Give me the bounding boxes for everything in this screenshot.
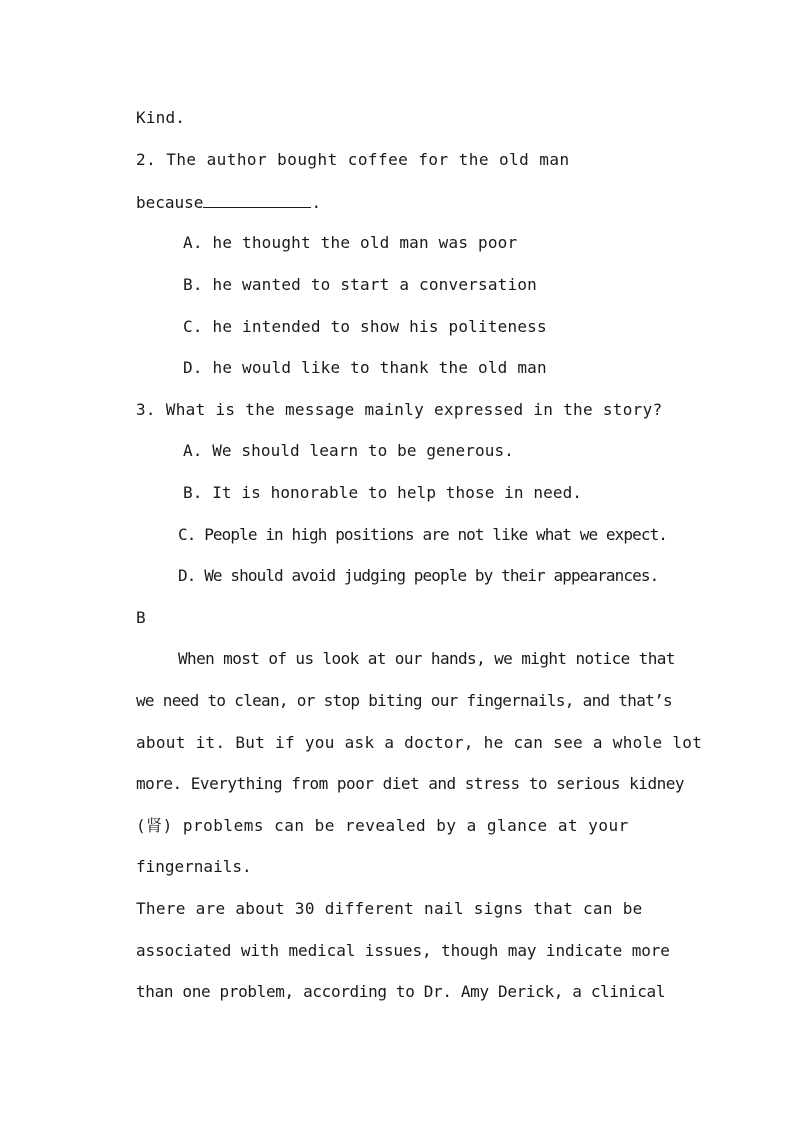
option-3d: D. We should avoid judging people by their appearances. [178,566,659,585]
question-2: 2. The author bought coffee for the old man [136,150,570,169]
text-line: Kind. [136,108,186,127]
text-fragment: . [311,193,322,212]
section-label-b: B [136,608,146,627]
paragraph-line: associated with medical issues, though may indicate more [136,941,670,960]
option-2d: D. he would like to thank the old man [183,358,547,377]
paragraph-line: fingernails. [136,857,252,876]
paragraph-line: about it. But if you ask a doctor, he can see a whole lot [136,733,703,752]
paragraph-line: than one problem, according to Dr. Amy Derick, a clinical [136,982,666,1001]
paragraph-line: When most of us look at our hands, we might notice that [178,649,675,668]
answer-blank [203,192,311,208]
option-3a: A. We should learn to be generous. [183,441,514,460]
option-2c: C. he intended to show his politeness [183,317,547,336]
question-2-continued [136,192,321,213]
question-3: 3. What is the message mainly expressed in the story? [136,400,663,419]
paragraph-line: more. Everything from poor diet and stress to serious kidney [136,774,684,793]
option-2a: A. he thought the old man was poor [183,233,518,252]
option-3c: C. People in high positions are not like what we expect. [178,525,668,544]
paragraph-line: we need to clean, or stop biting our fingernails, and that’s [136,691,672,710]
option-3b: B. It is honorable to help those in need. [183,483,583,502]
option-2b: B. he wanted to start a conversation [183,275,537,294]
paragraph-line: There are about 30 different nail signs that can be [136,899,643,918]
paragraph-line: (肾) problems can be revealed by a glance at your [136,816,629,835]
text-fragment: because [136,193,204,212]
